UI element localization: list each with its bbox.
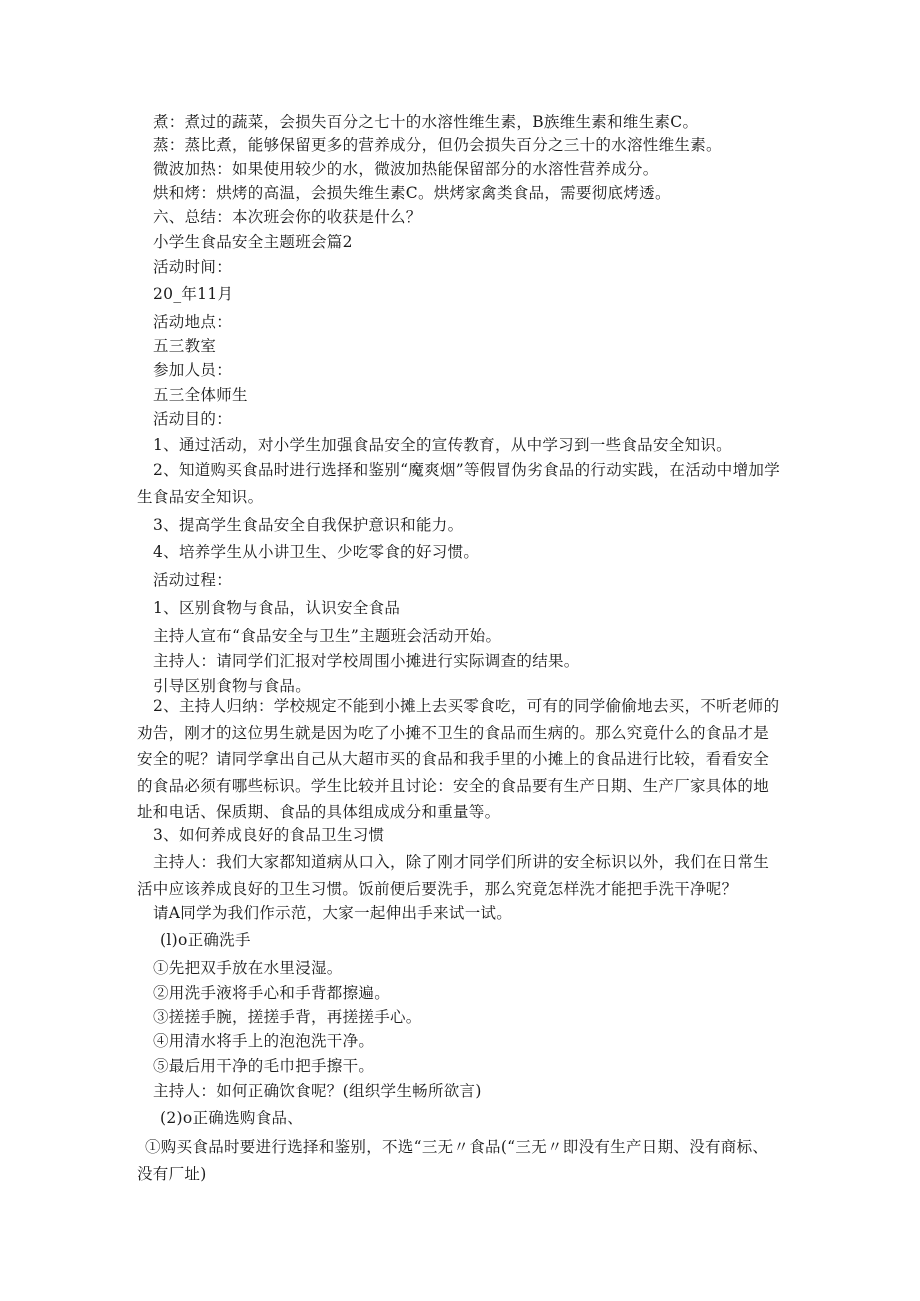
paragraph: 2、主持人归纳：学校规定不能到小摊上去买零食吃，可有的同学偷偷地去买，不听老师的劝告，刚才的这位男生就是因为吃了小摊不卫生的食品而生病的。那么究竟什么的食品才是安全的呢？请同学拿出自己从大超市买的食品和我手里的小摊上的食品进行比较，看看安全的食品必须有哪些标识。学生比较并且讨论：安全的食品要有生产日期、生产厂家具体的地址和电话、保质期、食品的具体组成成分和重量等。 [137, 697, 780, 821]
text-line: 五三全体师生 [153, 386, 248, 404]
text-line: 主持人：如何正确饮食呢？(组织学生畅所欲言) [153, 1082, 482, 1100]
list-item: ④用清水将手上的泡泡洗干净。 [153, 1032, 375, 1050]
list-item: ⑤最后用干净的毛巾把手擦干。 [153, 1057, 375, 1075]
text-line: 请A同学为我们作示范，大家一起伸出手来试一试。 [153, 904, 513, 922]
text-line: 微波加热：如果使用较少的水，微波加热能保留部分的水溶性营养成分。 [153, 160, 659, 178]
text-line: 活动过程： [153, 571, 233, 589]
text-line: 活动目的： [153, 410, 233, 428]
text-line: 3、提高学生食品安全自我保护意识和能力。 [153, 516, 464, 534]
text-line: 煮：煮过的蔬菜，会损失百分之七十的水溶性维生素，B族维生素和维生素C。 [153, 113, 699, 131]
paragraph: 2、知道购买食品时进行选择和鉴别“魔爽烟”等假冒伪劣食品的行动实践，在活动中增加学生食品安全知识。 [137, 461, 781, 506]
list-item: ①先把双手放在水里浸湿。 [153, 959, 343, 977]
text-line: (l)o正确洗手 [160, 931, 251, 949]
text-line: 活动地点： [153, 313, 233, 331]
text-line: 1、通过活动，对小学生加强食品安全的宣传教育，从中学习到一些食品安全知识。 [153, 436, 732, 454]
text-line: 参加人员： [153, 361, 233, 379]
section-heading: 小学生食品安全主题班会篇2 [153, 233, 353, 251]
text-line: 主持人：请同学们汇报对学校周围小摊进行实际调查的结果。 [153, 652, 580, 670]
text-line: 蒸：蒸比煮，能够保留更多的营养成分，但仍会损失百分之三十的水溶性维生素。 [153, 136, 722, 154]
text-line: 主持人宣布“食品安全与卫生”主题班会活动开始。 [153, 627, 502, 645]
text-line: (2)o正确选购食品、 [160, 1109, 304, 1127]
paragraph: 主持人：我们大家都知道病从口入，除了刚才同学们所讲的安全标识以外，我们在日常生活中应该养成良好的卫生习惯。饭前便后要洗手，那么究竟怎样洗才能把手洗干净呢？ [137, 853, 770, 898]
list-item: ②用洗手液将手心和手背都擦遍。 [153, 984, 391, 1002]
text-line: 4、培养学生从小讲卫生、少吃零食的好习惯。 [153, 543, 480, 561]
text-line: 1、区别食物与食品，认识安全食品 [153, 599, 401, 617]
text-line: 20_年11月 [153, 285, 234, 303]
paragraph: ①购买食品时要进行选择和鉴别，不选“三无〃食品(“三无〃即没有生产日期、没有商标、没有厂址) [137, 1138, 769, 1183]
text-line: 活动时间： [153, 258, 233, 276]
text-line: 五三教室 [153, 337, 217, 355]
list-item: ③搓搓手腕，搓搓手背，再搓搓手心。 [153, 1008, 422, 1026]
text-line: 3、如何养成良好的食品卫生习惯 [153, 826, 385, 844]
text-line: 六、总结：本次班会你的收获是什么？ [153, 208, 422, 226]
text-line: 引导区别食物与食品。 [153, 677, 312, 695]
text-line: 烘和烤：烘烤的高温，会损失维生素C。烘烤家禽类食品，需要彻底烤透。 [153, 184, 671, 202]
